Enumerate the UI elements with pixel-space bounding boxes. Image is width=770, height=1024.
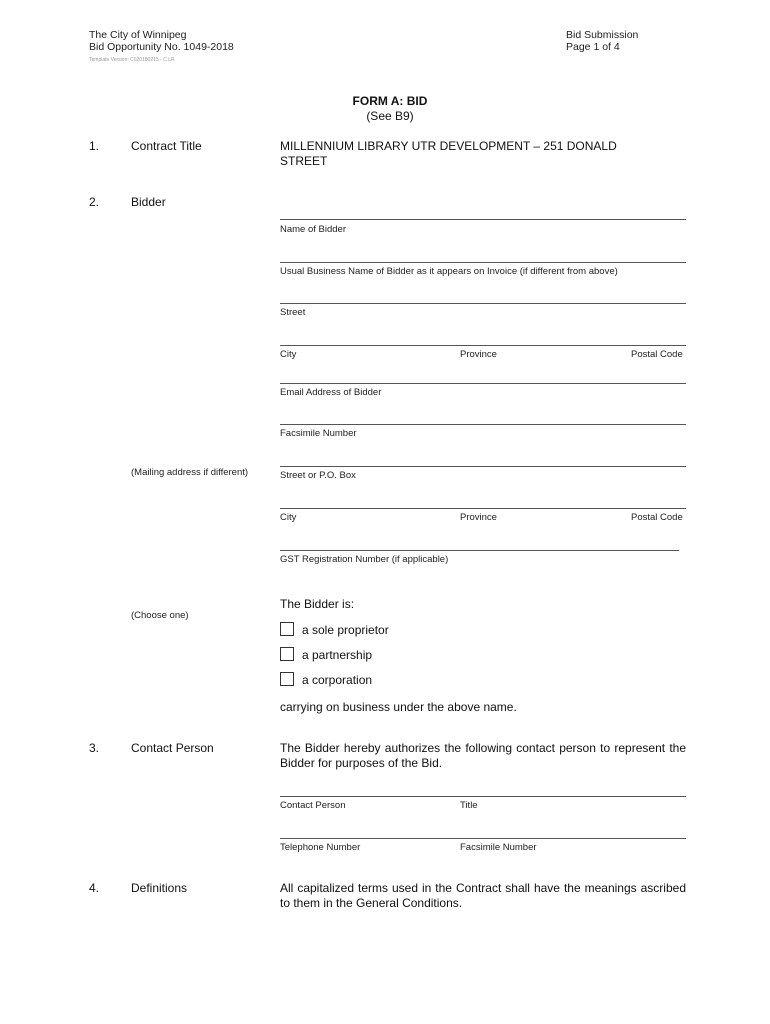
contract-title-line-2: STREET xyxy=(280,154,328,168)
usual-business-name-label: Usual Business Name of Bidder as it appears on Invoice (if different from above) xyxy=(280,266,618,277)
partnership-checkbox[interactable] xyxy=(280,647,294,661)
mailing-city-label: City xyxy=(280,512,297,523)
header-bid-submission: Bid Submission xyxy=(566,29,639,41)
corporation-checkbox[interactable] xyxy=(280,672,294,686)
header-city: The City of Winnipeg xyxy=(89,29,187,41)
partnership-label: a partnership xyxy=(302,648,373,662)
postal-code-label: Postal Code xyxy=(631,349,683,360)
street-field[interactable] xyxy=(280,303,686,304)
section-4-number: 4. xyxy=(89,881,100,895)
email-field[interactable] xyxy=(280,383,686,384)
name-of-bidder-label: Name of Bidder xyxy=(280,224,347,235)
sole-proprietor-checkbox[interactable] xyxy=(280,622,294,636)
header-bid-opportunity: Bid Opportunity No. 1049-2018 xyxy=(89,41,234,53)
definitions-text: All capitalized terms used in the Contract shall have the meanings ascribed to them in the General Conditions. xyxy=(280,881,686,910)
name-of-bidder-field[interactable] xyxy=(280,219,686,220)
contact-facsimile-label: Facsimile Number xyxy=(460,842,537,853)
contact-person-label: Contact Person xyxy=(280,800,346,811)
street-po-box-label: Street or P.O. Box xyxy=(280,470,356,481)
province-label: Province xyxy=(460,349,497,360)
city-province-postal-field[interactable] xyxy=(280,345,686,346)
contact-person-title-field[interactable] xyxy=(280,796,686,797)
facsimile-label: Facsimile Number xyxy=(280,428,357,439)
section-2-number: 2. xyxy=(89,195,100,209)
bidder-is-intro: The Bidder is: xyxy=(280,597,355,611)
facsimile-field[interactable] xyxy=(280,424,686,425)
template-version: Template Version: C020180215 - C LR xyxy=(89,57,175,63)
choose-one-note: (Choose one) xyxy=(131,610,189,621)
section-1-label: Contract Title xyxy=(131,139,202,153)
form-subtitle: (See B9) xyxy=(366,109,414,123)
gst-label: GST Registration Number (if applicable) xyxy=(280,554,449,565)
title-label: Title xyxy=(460,800,478,811)
header-page-number: Page 1 of 4 xyxy=(566,41,620,53)
telephone-label: Telephone Number xyxy=(280,842,361,853)
form-title: FORM A: BID xyxy=(352,94,428,108)
mailing-city-province-postal-field[interactable] xyxy=(280,508,686,509)
street-label: Street xyxy=(280,307,306,318)
section-4-label: Definitions xyxy=(131,881,188,895)
corporation-label: a corporation xyxy=(302,673,373,687)
section-3-label: Contact Person xyxy=(131,741,214,755)
section-2-label: Bidder xyxy=(131,195,166,209)
sole-proprietor-label: a sole proprietor xyxy=(302,623,389,637)
usual-business-name-field[interactable] xyxy=(280,262,686,263)
gst-field[interactable] xyxy=(280,550,679,551)
section-3-number: 3. xyxy=(89,741,100,755)
mailing-province-label: Province xyxy=(460,512,497,523)
mailing-address-note: (Mailing address if different) xyxy=(131,467,249,478)
street-po-box-field[interactable] xyxy=(280,466,686,467)
mailing-postal-code-label: Postal Code xyxy=(631,512,683,523)
contract-title-line-1: MILLENNIUM LIBRARY UTR DEVELOPMENT – 251 DONALD xyxy=(280,139,617,153)
telephone-facsimile-field[interactable] xyxy=(280,838,686,839)
email-label: Email Address of Bidder xyxy=(280,387,382,398)
carrying-on-business: carrying on business under the above name. xyxy=(280,700,517,714)
contact-person-authorization: The Bidder hereby authorizes the following contact person to represent the Bidder for purposes of the Bid. xyxy=(280,741,686,770)
city-label: City xyxy=(280,349,297,360)
section-1-number: 1. xyxy=(89,139,100,153)
